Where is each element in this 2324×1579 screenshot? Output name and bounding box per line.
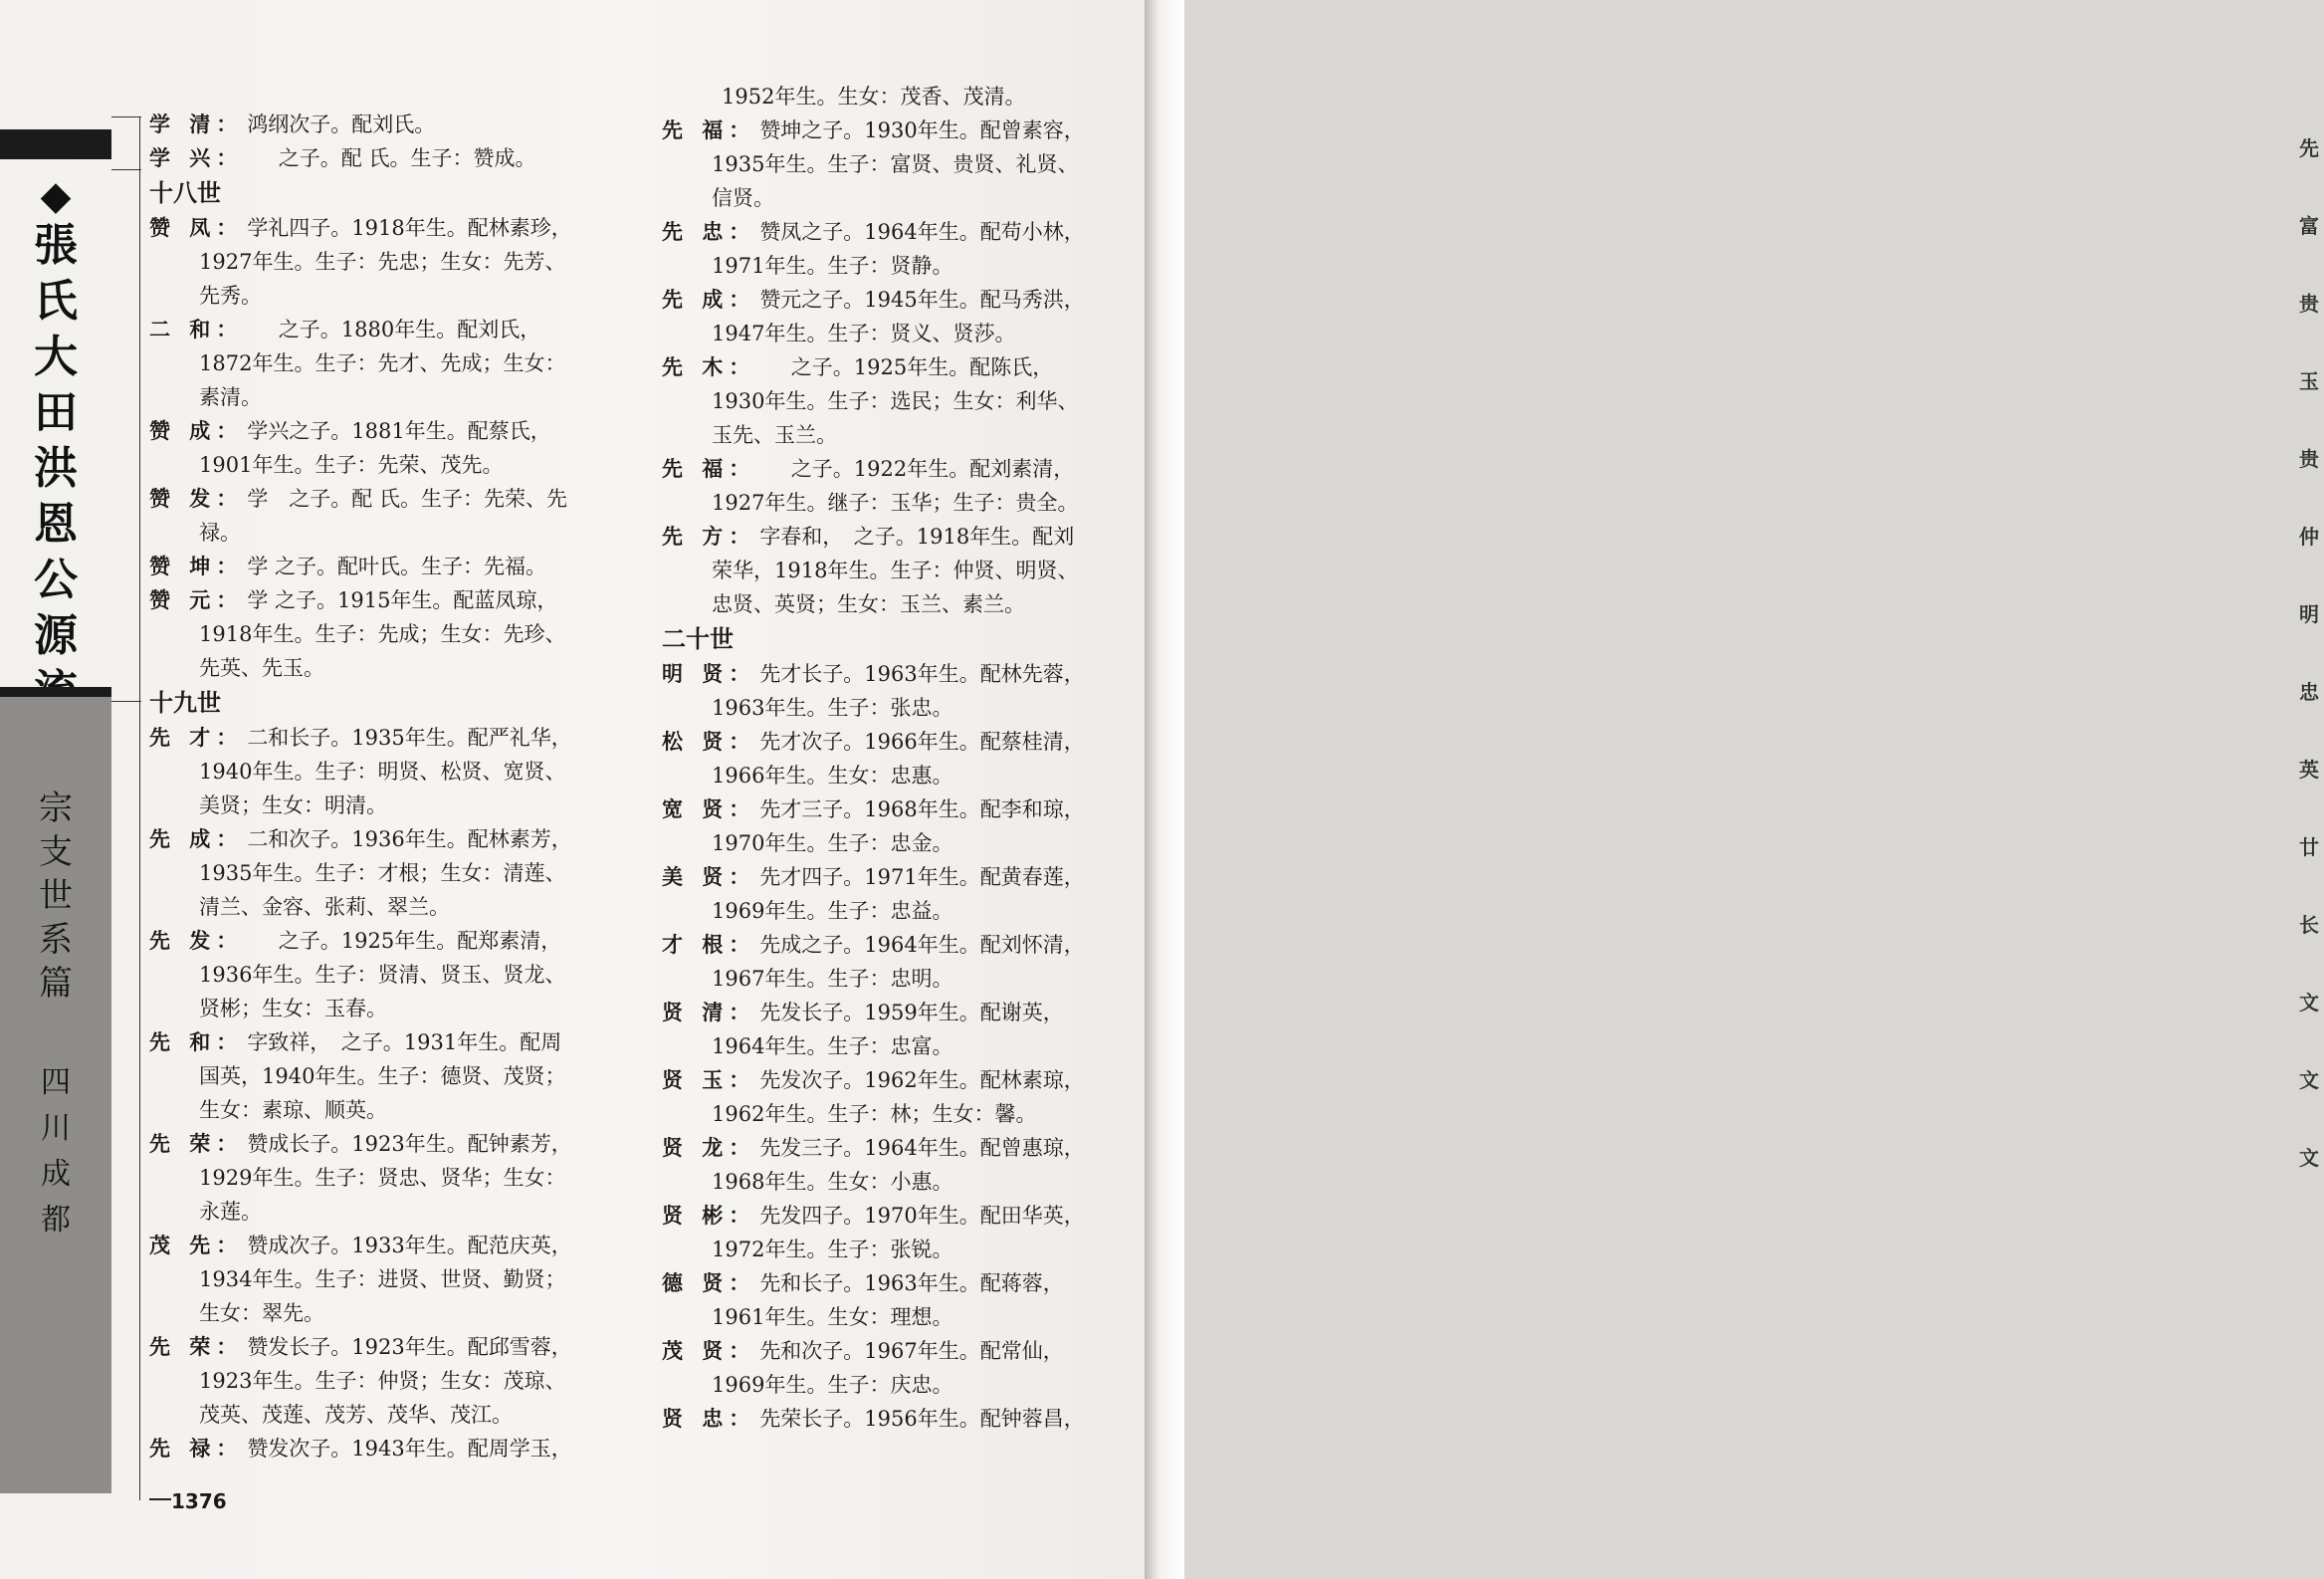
- entry-text: 之子。1925年生。配郑素清，: [236, 929, 562, 953]
- entry-continuation-line: 荣华，1918年生。生子：仲贤、明贤、: [712, 559, 1079, 582]
- banner-top-bar: [0, 129, 111, 159]
- banner-title-char: 公: [34, 555, 78, 605]
- header-rule: [111, 116, 141, 117]
- entry-continuation-line: 素清。: [199, 385, 262, 409]
- banner-title-char: 源: [34, 610, 78, 661]
- entry-name: 先 禄：: [149, 1437, 244, 1461]
- entry-name: 茂 先：: [149, 1234, 244, 1257]
- entry-text: 赞成长子。1923年生。配钟素芳，: [247, 1132, 572, 1156]
- entry-name: 学 兴：: [149, 146, 233, 170]
- genealogy-entry: [662, 520, 1115, 621]
- section-title-char: 篇: [39, 964, 73, 1004]
- entry-continuation-line: 1972年生。生子：张锐。: [712, 1238, 953, 1261]
- entry-text: 先和次子。1967年生。配常仙，: [759, 1339, 1064, 1363]
- genealogy-entry: [149, 1127, 647, 1229]
- header-rule: [111, 169, 141, 170]
- entry-text: 学 之子。配 氏。生子：先荣、先: [247, 487, 567, 511]
- entry-continuation-line: 1918年生。生子：先成；生女：先珍、: [199, 622, 566, 646]
- entry-name: 先 成：: [662, 288, 756, 312]
- genealogy-entry: [149, 550, 647, 583]
- section-title: [0, 787, 111, 1006]
- entry-name: 美 贤：: [662, 865, 756, 889]
- entry-continuation-line: 先英、先玉。: [199, 656, 324, 680]
- entry-continuation-line: 先秀。: [199, 284, 262, 308]
- entry-continuation-line: 忠贤、英贤；生女：玉兰、素兰。: [712, 592, 1025, 616]
- entry-text: 先发三子。1964年生。配曾惠琼，: [759, 1136, 1085, 1160]
- entry-name: 先 和：: [149, 1030, 244, 1054]
- entry-text: 先发长子。1959年生。配谢英，: [759, 1001, 1064, 1024]
- entry-continuation-line: 信贤。: [712, 186, 774, 210]
- entry-text: 先和长子。1963年生。配蒋蓉，: [759, 1271, 1064, 1295]
- entry-text: 鸿纲次子。配刘氏。: [247, 113, 436, 136]
- entry-text: 字致祥， 之子。1931年生。配周: [247, 1030, 562, 1054]
- entry-name: 赞 成：: [149, 419, 244, 443]
- margin-rule: [139, 116, 140, 1500]
- genealogy-entry: [662, 283, 1115, 350]
- entry-name: 贤 龙：: [662, 1136, 756, 1160]
- entry-continuation-line: 1966年生。生女：忠惠。: [712, 764, 953, 788]
- entry-name: 先 发：: [149, 929, 233, 953]
- entry-text: 二和次子。1936年生。配林素芳，: [247, 827, 572, 851]
- banner-title-char: 氏: [34, 276, 78, 327]
- entry-text: 赞成次子。1933年生。配范庆英，: [247, 1234, 572, 1257]
- entry-text: 赞发次子。1943年生。配周学玉，: [247, 1437, 572, 1461]
- entry-continuation-line: 禄。: [199, 521, 241, 545]
- entry-text: 之子。配 氏。生子：赞成。: [236, 146, 536, 170]
- genealogy-entry: [662, 452, 1115, 520]
- generation-heading: 二十世: [662, 625, 734, 653]
- genealogy-entry: [149, 1432, 647, 1466]
- entry-text: 先成之子。1964年生。配刘怀清，: [759, 933, 1085, 957]
- entry-name: 先 荣：: [149, 1335, 244, 1359]
- entry-name: 德 贤：: [662, 1271, 756, 1295]
- genealogy-entry: [662, 1402, 1115, 1436]
- entry-text: 先发次子。1962年生。配林素琼，: [759, 1068, 1085, 1092]
- entry-continuation-line: 1935年生。生子：富贤、贵贤、礼贤、: [712, 152, 1079, 176]
- entry-text: 赞元之子。1945年生。配马秀洪，: [759, 288, 1085, 312]
- genealogy-entry: [662, 1334, 1115, 1402]
- entry-name: 赞 凤：: [149, 216, 244, 240]
- genealogy-entry: [149, 1330, 647, 1432]
- entry-text: 之子。1922年生。配刘素清，: [748, 457, 1075, 481]
- genealogy-entry: [149, 482, 647, 550]
- genealogy-entry: [662, 1131, 1115, 1199]
- entry-text: 之子。1925年生。配陈氏，: [748, 355, 1054, 379]
- entry-text: 学 之子。1915年生。配蓝凤琼，: [247, 588, 558, 612]
- banner-title-char: 張: [34, 220, 78, 271]
- entry-name: 赞 发：: [149, 487, 244, 511]
- entry-name: 明 贤：: [662, 662, 756, 686]
- entry-name: 先 荣：: [149, 1132, 244, 1156]
- next-page-chars: [2294, 110, 2324, 1197]
- location-char: 四: [41, 1065, 71, 1100]
- entry-continuation-line: 永莲。: [199, 1200, 262, 1224]
- entry-continuation-line: 生女：素琼、顺英。: [199, 1098, 387, 1122]
- generation-heading: 十九世: [149, 689, 221, 717]
- entry-name: 贤 彬：: [662, 1204, 756, 1228]
- entry-name: 二 和：: [149, 318, 233, 341]
- location-char: 成: [41, 1157, 71, 1192]
- entry-name: 贤 清：: [662, 1001, 756, 1024]
- entry-name: 先 福：: [662, 457, 745, 481]
- diamond-icon: ◆: [40, 173, 72, 219]
- entry-continuation-line: 清兰、金容、张莉、翠兰。: [199, 895, 450, 919]
- banner-title: [0, 174, 111, 672]
- section-title-char: 世: [39, 876, 73, 916]
- page-number: 1376: [171, 1489, 227, 1513]
- next-page-char: 廿: [2299, 835, 2319, 859]
- section-title-char: 系: [39, 920, 73, 960]
- entry-name: 茂 贤：: [662, 1339, 756, 1363]
- entry-continuation-line: 1872年生。生子：先才、先成；生女：: [199, 351, 566, 375]
- entry-continuation-line: 美贤；生女：明清。: [199, 793, 387, 817]
- entry-continuation-line: 1969年生。生子：忠益。: [712, 899, 953, 923]
- genealogy-entry: [662, 1266, 1115, 1334]
- next-page-char: 忠: [2299, 680, 2319, 704]
- banner-title-char: 恩: [34, 499, 78, 550]
- genealogy-entry: [149, 1025, 647, 1127]
- location-char: 都: [41, 1203, 71, 1238]
- entry-text: 赞坤之子。1930年生。配曾素容，: [759, 118, 1085, 142]
- entry-continuation-line: 贤彬；生女：玉春。: [199, 997, 387, 1020]
- entry-continuation-line: 1947年生。生子：贤义、贤莎。: [712, 322, 1016, 345]
- entry-continuation-line: 1929年生。生子：贤忠、贤华；生女：: [199, 1166, 566, 1190]
- entry-text: 先荣长子。1956年生。配钟蓉昌，: [759, 1407, 1085, 1431]
- entry-name: 先 木：: [662, 355, 745, 379]
- entry-text: 先发四子。1970年生。配田华英，: [759, 1204, 1085, 1228]
- entry-text: 先才次子。1966年生。配蔡桂清，: [759, 730, 1085, 754]
- entry-continuation-line: 1927年生。生子：先忠；生女：先芳、: [199, 250, 566, 274]
- entry-text: 字春和， 之子。1918年生。配刘: [759, 525, 1075, 549]
- entry-text: 赞凤之子。1964年生。配苟小林，: [759, 220, 1085, 244]
- entry-continuation-line: 1967年生。生子：忠明。: [712, 967, 953, 991]
- entry-name: 先 成：: [149, 827, 244, 851]
- next-page-char: 长: [2299, 913, 2319, 937]
- entry-text: 先才四子。1971年生。配黄春莲，: [759, 865, 1085, 889]
- entry-continuation-line: 1934年生。生子：进贤、世贤、勤贤；: [199, 1267, 566, 1291]
- banner-title-char: 田: [34, 387, 78, 438]
- genealogy-entry: [149, 721, 647, 822]
- next-page-char: 明: [2299, 602, 2319, 626]
- entry-continuation-line: 1963年生。生子：张忠。: [712, 696, 953, 720]
- right-column: [662, 80, 1115, 1436]
- entry-text: 学兴之子。1881年生。配蔡氏，: [247, 419, 551, 443]
- genealogy-entry: [662, 1199, 1115, 1266]
- entry-name: 赞 元：: [149, 588, 244, 612]
- next-page-char: 贵: [2299, 447, 2319, 471]
- entry-text: 先才长子。1963年生。配林先蓉，: [759, 662, 1085, 686]
- next-page-char: 文: [2299, 991, 2319, 1015]
- entry-continuation-line: 生女：翠先。: [199, 1301, 324, 1325]
- genealogy-entry: [149, 414, 647, 482]
- next-page-char: 玉: [2299, 369, 2319, 393]
- entry-continuation-line: 1971年生。生子：贤静。: [712, 254, 953, 278]
- entry-continuation-line: 1936年生。生子：贤清、贤玉、贤龙、: [199, 963, 566, 987]
- banner-title-chars: [34, 218, 78, 720]
- entry-continuation-line: 1968年生。生女：小惠。: [712, 1170, 953, 1194]
- next-page-char: 文: [2299, 1068, 2319, 1092]
- book-page: [0, 0, 1145, 1579]
- entry-continuation-line: 1952年生。生女：茂香、茂清。: [722, 85, 1026, 109]
- next-page-char: 富: [2299, 214, 2319, 238]
- entry-name: 贤 忠：: [662, 1407, 756, 1431]
- entry-name: 先 才：: [149, 726, 244, 750]
- entry-name: 学 清：: [149, 113, 244, 136]
- next-page-edge: [1145, 0, 2319, 1579]
- entry-continuation-line: 1923年生。生子：仲贤；生女：茂琼、: [199, 1369, 566, 1393]
- entry-text: 赞发长子。1923年生。配邱雪蓉，: [247, 1335, 572, 1359]
- entry-continuation-line: 1930年生。生子：选民；生女：利华、: [712, 389, 1079, 413]
- entry-name: 松 贤：: [662, 730, 756, 754]
- entry-continuation-line: 1927年生。继子：玉华；生子：贵全。: [712, 491, 1079, 515]
- genealogy-entry: [662, 350, 1115, 452]
- page-number-rule: [149, 1498, 171, 1500]
- genealogy-entry: [662, 792, 1115, 860]
- entry-name: 才 根：: [662, 933, 756, 957]
- banner-title-char: 洪: [34, 443, 78, 494]
- location-label: [0, 1060, 111, 1243]
- entry-continuation-line: 1961年生。生女：理想。: [712, 1305, 953, 1329]
- entry-continuation-line: 茂英、茂莲、茂芳、茂华、茂江。: [199, 1403, 513, 1427]
- genealogy-entry: [149, 822, 647, 924]
- banner-title-char: 大: [34, 332, 78, 382]
- genealogy-entry: [662, 725, 1115, 792]
- next-page-char: 仲: [2299, 525, 2319, 549]
- entry-continuation-line: 1962年生。生子：林；生女：馨。: [712, 1102, 1037, 1126]
- next-page-char: 文: [2299, 1146, 2319, 1170]
- entry-continuation-line: 1935年生。生子：才根；生女：清莲、: [199, 861, 566, 885]
- entry-name: 贤 玉：: [662, 1068, 756, 1092]
- genealogy-entry: [149, 211, 647, 313]
- genealogy-entry: [662, 928, 1115, 996]
- genealogy-entry: [149, 141, 647, 175]
- next-page-char: 贵: [2299, 292, 2319, 316]
- location-char: 川: [41, 1111, 71, 1146]
- entry-continuation-line: 1940年生。生子：明贤、松贤、宽贤、: [199, 760, 566, 784]
- entry-text: 学 之子。配叶氏。生子：先福。: [247, 555, 546, 578]
- generation-heading: 十八世: [149, 179, 221, 207]
- entry-continuation-line: 1970年生。生子：忠金。: [712, 831, 953, 855]
- entry-continuation-line: 1969年生。生子：庆忠。: [712, 1373, 953, 1397]
- section-title-char: 宗: [39, 789, 73, 828]
- entry-continuation-line: 国英，1940年生。生子：德贤、茂贤；: [199, 1064, 566, 1088]
- entry-text: 之子。1880年生。配刘氏，: [236, 318, 541, 341]
- left-column: [149, 108, 647, 1466]
- entry-name: 宽 贤：: [662, 797, 756, 821]
- entry-name: 先 方：: [662, 525, 756, 549]
- genealogy-entry: [149, 1229, 647, 1330]
- header-rule: [111, 701, 141, 702]
- next-page-char: 英: [2299, 758, 2319, 782]
- genealogy-entry: [662, 1063, 1115, 1131]
- entry-continuation-line: 玉先、玉兰。: [712, 423, 837, 447]
- section-title-char: 支: [39, 832, 73, 872]
- entry-name: 先 福：: [662, 118, 756, 142]
- genealogy-entry: [662, 215, 1115, 283]
- genealogy-entry: [662, 657, 1115, 725]
- genealogy-entry: [662, 860, 1115, 928]
- entry-name: 先 忠：: [662, 220, 756, 244]
- entry-name: 赞 坤：: [149, 555, 244, 578]
- genealogy-entry: [149, 924, 647, 1025]
- next-page-char: 先: [2299, 136, 2319, 160]
- genealogy-entry: [149, 108, 647, 141]
- genealogy-entry: [662, 113, 1115, 215]
- genealogy-entry: [149, 583, 647, 685]
- entry-text: 先才三子。1968年生。配李和琼，: [759, 797, 1085, 821]
- entry-text: 二和长子。1935年生。配严礼华，: [247, 726, 572, 750]
- entry-continuation-line: 1901年生。生子：先荣、茂先。: [199, 453, 504, 477]
- entry-text: 学礼四子。1918年生。配林素珍，: [247, 216, 572, 240]
- banner-divider: [0, 687, 111, 697]
- genealogy-entry: [149, 313, 647, 414]
- genealogy-entry: [662, 996, 1115, 1063]
- entry-continuation-line: 1964年生。生子：忠富。: [712, 1034, 953, 1058]
